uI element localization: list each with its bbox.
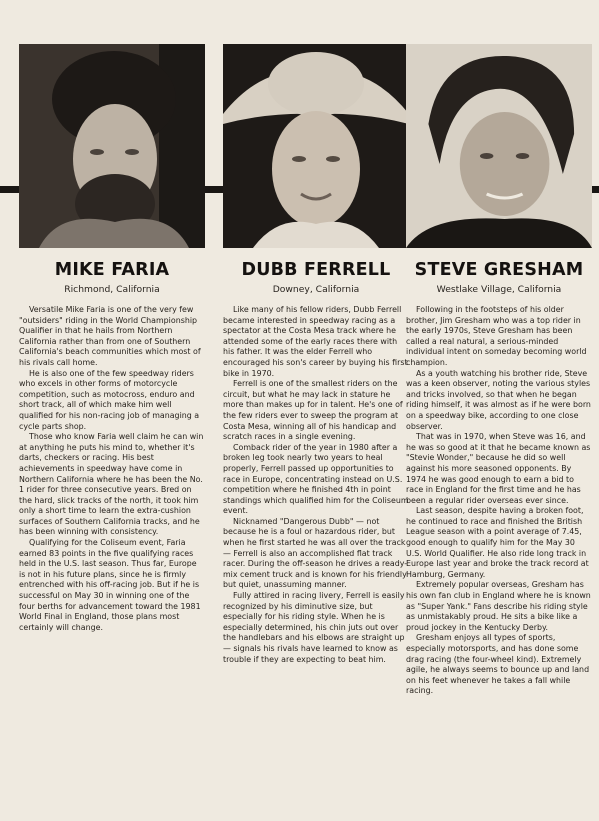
bio-paragraph: Gresham enjoys all types of sports, especially motorsports, and has done some drag racing (the four-wheel kind). Extremely agile, he always seems to bounce up and land on his feet whenever he takes a fall while racing. — [406, 633, 590, 696]
bio-paragraph: Comback rider of the year in 1980 after a broken leg took nearly two years to heal properly, Ferrell passed up opportunities to race in Europe, concentrating instead on U.S. competition where he finished 4th in point standings which qualified him for the Coliseum event. — [223, 442, 409, 516]
bio-paragraph: Following in the footsteps of his older brother, Jim Gresham who was a top rider in the early 1970s, Steve Gresham has been called a real natural, a serious-minded individual intent on someday becoming world champion. — [406, 305, 587, 367]
rider-photo-ferrell — [223, 44, 409, 248]
bio-paragraph: Last season, despite having a broken foot, he continued to race and finished the British League season with a point average of 7.45, good enough to qualify him for the May 30 U.S. World Qualifier. He also ride long track in Europe last year and broke the track record at Hamburg, Germany. — [406, 506, 589, 579]
bio-paragraph: He is also one of the few speedway riders who excels in other forms of motorcycle competition, such as motocross, enduro and short track, all of which make him well qualified for his non-racing job of managing a cycle parts shop. — [19, 368, 200, 431]
bio-paragraph: Extremely popular overseas, Gresham has his own fan club in England where he is known as "Super Yank." Fans describe his riding style as unmistakably proud. He sits a bike like a proud jockey in the Kentucky Derby. — [406, 580, 591, 632]
portrait-image — [223, 44, 409, 248]
bio-paragraph: As a youth watching his brother ride, Steve was a keen observer, noting the various styles and tricks involved, so that when he began riding himself, it was almost as if he were born on a speedway bike, according to one close observer. — [406, 368, 591, 431]
rider-photo-gresham — [406, 44, 592, 248]
portrait-image — [406, 44, 592, 248]
rider-profile-faria — [19, 44, 205, 633]
bio-paragraph: Fully attired in racing livery, Ferrell is easily recognized by his diminutive size, but especially for his riding style. When he is especially determined, his chin juts out over the handlebars and his elbows are straight up — signals his rivals have learned to know as trouble if they are expecting to beat him. — [223, 591, 405, 664]
rider-name: STEVE GRESHAM — [414, 260, 584, 280]
rider-name: MIKE FARIA — [54, 260, 170, 280]
bio-paragraph: Those who know Faria well claim he can win at anything he puts his mind to, whether it's darts, checkers or racing. His best achievements in speedway have come in Northern California where he has been the No. 1 rider for three consecutive years. Bred on the hard, slick tracks of the north, it took him only a short time to learn the extra-cushion surfaces of Southern California tracks, and he has been winning with consistency. — [19, 432, 204, 537]
rider-hometown: Richmond, California — [64, 284, 160, 295]
bio-paragraph: Nicknamed "Dangerous Dubb" — not because he is a foul or hazardous rider, but when he first started he was all over the track — Ferrell is also an accomplished flat track racer. During the off-season he drives a ready-mix cement truck and is known for his friendly but quiet, unassuming manner. — [223, 516, 408, 590]
bio-paragraph: Qualifying for the Coliseum event, Faria earned 83 points in the five qualifying races held in the U.S. last season. Thus far, Europe is not in his future plans, since he is firmly entrenched with his off-racing job. But if he is successful on May 30 in winning one of the four berths for advancement toward the 1981 World Final in England, those plans most certainly will change. — [19, 538, 201, 632]
rider-name: DUBB FERRELL — [241, 260, 391, 280]
rider-bio — [406, 305, 592, 697]
portrait-image — [19, 44, 205, 248]
rider-profile-ferrell — [223, 44, 409, 665]
rider-bio — [223, 305, 409, 665]
bio-paragraph: Ferrell is one of the smallest riders on the circuit, but what he may lack in stature he more than makes up for in talent. He's one of the few riders ever to sweep the program at Costa Mesa, winning all of his handicap and scratch races in a single evening. — [223, 379, 403, 442]
rider-hometown: Westlake Village, California — [436, 284, 562, 295]
rider-photo-faria — [19, 44, 205, 248]
bio-paragraph: Like many of his fellow riders, Dubb Ferrell became interested in speedway racing as a spectator at the Costa Mesa track where he attended some of the early races there with his father. It was the elder Ferrell who encouraged his son's career by buying his first bike in 1970. — [223, 305, 408, 378]
bio-paragraph: That was in 1970, when Steve was 16, and he was so good at it that he became known as "Stevie Wonder," because he did so well against his more seasoned opponents. By 1974 he was good enough to earn a bid to race in England for the first time and he has been a regular rider overseas ever since. — [406, 432, 591, 505]
rider-hometown: Downey, California — [272, 284, 360, 295]
rider-bio — [19, 305, 205, 633]
rider-profile-gresham — [406, 44, 592, 697]
bio-paragraph: Versatile Mike Faria is one of the very few "outsiders" riding in the World Championship Qualifier in that he hails from Northern California rather than from one of Southern California's beach communities which most of his rivals call home. — [19, 305, 201, 367]
